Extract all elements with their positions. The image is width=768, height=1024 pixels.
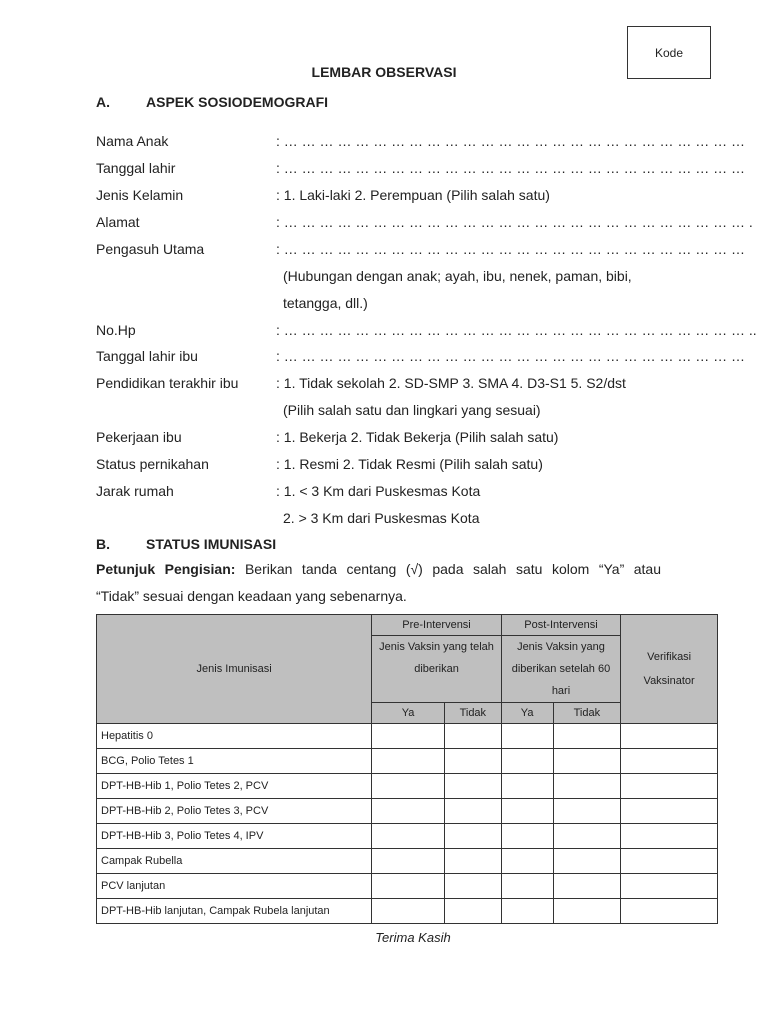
jenis-kelamin-label: Jenis Kelamin	[96, 187, 184, 203]
verifikasi-cell[interactable]	[621, 899, 718, 924]
header-pre-ya: Ya	[372, 703, 445, 724]
tanggal-lahir-ibu-label: Tanggal lahir ibu	[96, 348, 198, 364]
verifikasi-cell[interactable]	[621, 724, 718, 749]
header-jenis-imunisasi: Jenis Imunisasi	[97, 615, 372, 724]
row-jenis-imunisasi: Hepatitis 0	[97, 724, 372, 749]
post-tidak-cell[interactable]	[553, 724, 621, 749]
pre-ya-cell[interactable]	[372, 749, 445, 774]
verifikasi-cell[interactable]	[621, 774, 718, 799]
row-jenis-imunisasi: BCG, Polio Tetes 1	[97, 749, 372, 774]
pengasuh-utama-value[interactable]: : … … … … … … … … … … … … … … … … … … … … … … … … … …	[276, 241, 746, 257]
row-jenis-imunisasi: PCV lanjutan	[97, 874, 372, 899]
instruction-line-1	[96, 561, 661, 577]
pre-ya-cell[interactable]	[372, 824, 445, 849]
jarak-rumah-label: Jarak rumah	[96, 483, 174, 499]
verifikasi-cell[interactable]	[621, 749, 718, 774]
post-tidak-cell[interactable]	[553, 774, 621, 799]
header-post-sub: Jenis Vaksin yang diberikan setelah 60 hari	[501, 636, 621, 703]
verifikasi-cell[interactable]	[621, 849, 718, 874]
header-post-intervensi: Post-Intervensi	[501, 615, 621, 636]
pre-ya-cell[interactable]	[372, 849, 445, 874]
nama-anak-label: Nama Anak	[96, 133, 169, 149]
pre-ya-cell[interactable]	[372, 874, 445, 899]
row-jenis-imunisasi: DPT-HB-Hib lanjutan, Campak Rubela lanjutan	[97, 899, 372, 924]
post-ya-cell[interactable]	[501, 899, 553, 924]
header-pre-intervensi: Pre-Intervensi	[372, 615, 501, 636]
header-verifikasi: Verifikasi Vaksinator	[621, 615, 718, 724]
section-a-number: A.	[96, 94, 110, 110]
post-ya-cell[interactable]	[501, 799, 553, 824]
post-ya-cell[interactable]	[501, 849, 553, 874]
pre-ya-cell[interactable]	[372, 774, 445, 799]
pendidikan-ibu-label: Pendidikan terakhir ibu	[96, 375, 239, 391]
pre-ya-cell[interactable]	[372, 899, 445, 924]
pendidikan-ibu-value[interactable]: : 1. Tidak sekolah 2. SD-SMP 3. SMA 4. D3-S1 5. S2/dst	[276, 375, 626, 391]
pendidikan-ibu-note: (Pilih salah satu dan lingkari yang sesuai)	[283, 402, 541, 418]
row-jenis-imunisasi: DPT-HB-Hib 1, Polio Tetes 2, PCV	[97, 774, 372, 799]
pre-ya-cell[interactable]	[372, 724, 445, 749]
table-row	[97, 899, 718, 924]
immunization-table	[96, 614, 718, 924]
page-title: LEMBAR OBSERVASI	[311, 64, 457, 80]
tanggal-lahir-label: Tanggal lahir	[96, 160, 176, 176]
instruction-text-1: Berikan tanda centang (√) pada salah satu kolom “Ya” atau	[235, 561, 661, 577]
no-hp-value[interactable]: : … … … … … … … … … … … … … … … … … … … … … … … … … … ..	[276, 322, 757, 338]
pekerjaan-ibu-value[interactable]: : 1. Bekerja 2. Tidak Bekerja (Pilih salah satu)	[276, 429, 559, 445]
row-jenis-imunisasi: DPT-HB-Hib 3, Polio Tetes 4, IPV	[97, 824, 372, 849]
verifikasi-cell[interactable]	[621, 874, 718, 899]
table-row	[97, 824, 718, 849]
pre-tidak-cell[interactable]	[444, 874, 501, 899]
post-tidak-cell[interactable]	[553, 824, 621, 849]
post-ya-cell[interactable]	[501, 724, 553, 749]
thank-you-text: Terima Kasih	[375, 930, 451, 945]
post-ya-cell[interactable]	[501, 774, 553, 799]
pre-tidak-cell[interactable]	[444, 774, 501, 799]
table-row	[97, 874, 718, 899]
instruction-line-2: “Tidak” sesuai dengan keadaan yang sebenarnya.	[96, 588, 407, 604]
instruction-bold: Petunjuk Pengisian:	[96, 561, 236, 577]
pre-ya-cell[interactable]	[372, 799, 445, 824]
table-row	[97, 749, 718, 774]
post-tidak-cell[interactable]	[553, 874, 621, 899]
kode-label: Kode	[654, 45, 684, 60]
pre-tidak-cell[interactable]	[444, 749, 501, 774]
header-pre-sub: Jenis Vaksin yang telah diberikan	[372, 636, 501, 703]
pre-tidak-cell[interactable]	[444, 799, 501, 824]
header-post-tidak: Tidak	[553, 703, 621, 724]
section-b-title: STATUS IMUNISASI	[146, 536, 277, 552]
status-pernikahan-label: Status pernikahan	[96, 456, 209, 472]
section-a-title: ASPEK SOSIODEMOGRAFI	[146, 94, 329, 110]
header-pre-tidak: Tidak	[444, 703, 501, 724]
table-row	[97, 724, 718, 749]
verifikasi-cell[interactable]	[621, 799, 718, 824]
status-pernikahan-value[interactable]: : 1. Resmi 2. Tidak Resmi (Pilih salah satu)	[276, 456, 543, 472]
tanggal-lahir-value[interactable]: : … … … … … … … … … … … … … … … … … … … … … … … … … …	[276, 160, 746, 176]
jarak-rumah-option-2[interactable]: 2. > 3 Km dari Puskesmas Kota	[283, 510, 480, 526]
pengasuh-utama-note-2: tetangga, dll.)	[283, 295, 368, 311]
no-hp-label: No.Hp	[96, 322, 136, 338]
table-row	[97, 799, 718, 824]
table-row	[97, 774, 718, 799]
alamat-value[interactable]: : … … … … … … … … … … … … … … … … … … … … … … … … … … .	[276, 214, 753, 230]
post-tidak-cell[interactable]	[553, 849, 621, 874]
pre-tidak-cell[interactable]	[444, 824, 501, 849]
pengasuh-utama-label: Pengasuh Utama	[96, 241, 205, 257]
pre-tidak-cell[interactable]	[444, 899, 501, 924]
pre-tidak-cell[interactable]	[444, 724, 501, 749]
post-ya-cell[interactable]	[501, 749, 553, 774]
post-tidak-cell[interactable]	[553, 799, 621, 824]
nama-anak-value[interactable]: : … … … … … … … … … … … … … … … … … … … … … … … … … …	[276, 133, 746, 149]
row-jenis-imunisasi: DPT-HB-Hib 2, Polio Tetes 3, PCV	[97, 799, 372, 824]
section-b-number: B.	[96, 536, 110, 552]
jarak-rumah-value[interactable]: : 1. < 3 Km dari Puskesmas Kota	[276, 483, 481, 499]
post-ya-cell[interactable]	[501, 824, 553, 849]
header-post-ya: Ya	[501, 703, 553, 724]
post-tidak-cell[interactable]	[553, 749, 621, 774]
pekerjaan-ibu-label: Pekerjaan ibu	[96, 429, 182, 445]
row-jenis-imunisasi: Campak Rubella	[97, 849, 372, 874]
post-ya-cell[interactable]	[501, 874, 553, 899]
pengasuh-utama-note-1: (Hubungan dengan anak; ayah, ibu, nenek, paman, bibi,	[283, 268, 632, 284]
post-tidak-cell[interactable]	[553, 899, 621, 924]
table-row	[97, 849, 718, 874]
jenis-kelamin-value[interactable]: : 1. Laki-laki 2. Perempuan (Pilih salah satu)	[276, 187, 550, 203]
verifikasi-cell[interactable]	[621, 824, 718, 849]
tanggal-lahir-ibu-value[interactable]: : … … … … … … … … … … … … … … … … … … … … … … … … … …	[276, 348, 746, 364]
pre-tidak-cell[interactable]	[444, 849, 501, 874]
alamat-label: Alamat	[96, 214, 140, 230]
